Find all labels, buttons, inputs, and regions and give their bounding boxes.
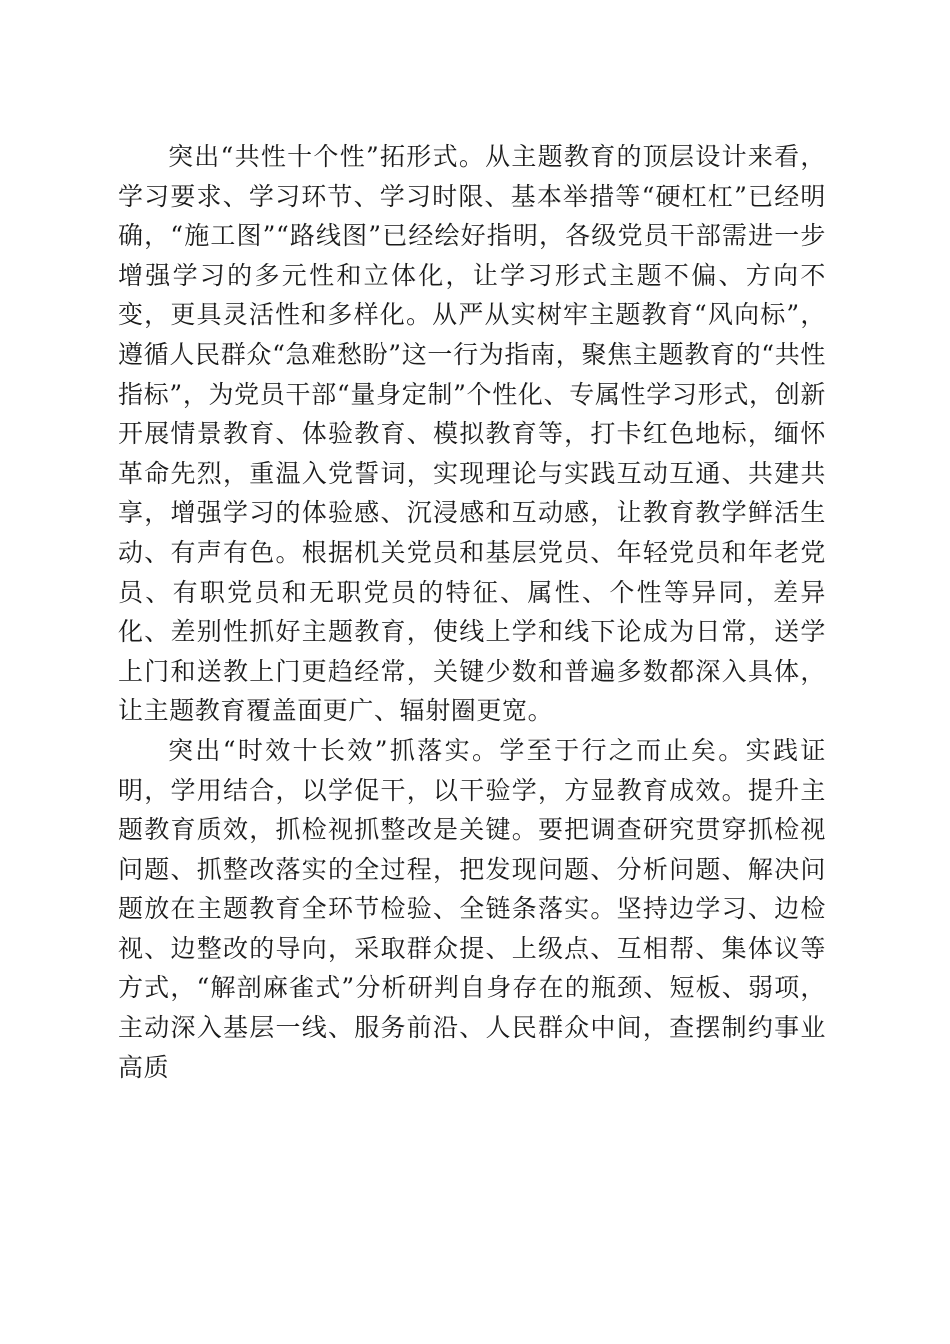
body-text bbox=[118, 137, 826, 1087]
paragraph-commonality-individuality: 突出“共性十个性”拓形式。从主题教育的顶层设计来看，学习要求、学习环节、学习时限、基本举措等“硬杠杠”已经明确，“施工图”“路线图”已经绘好指明，各级党员干部需进一步增强学习的多元性和立体化，让学习形式主题不偏、方向不变，更具灵活性和多样化。从严从实树牢主题教育“风向标”，遵循人民群众“急难愁盼”这一行为指南，聚焦主题教育的“共性指标”，为党员干部“量身定制”个性化、专属性学习形式，创新开展情景教育、体验教育、模拟教育等，打卡红色地标，缅怀革命先烈，重温入党誓词，实现理论与实践互动互通、共建共享，增强学习的体验感、沉浸感和互动感，让教育教学鲜活生动、有声有色。根据机关党员和基层党员、年轻党员和年老党员、有职党员和无职党员的特征、属性、个性等异同，差异化、差别性抓好主题教育，使线上学和线下论成为日常，送学上门和送教上门更趋经常，关键少数和普遍多数都深入具体，让主题教育覆盖面更广、辐射圈更宽。 bbox=[118, 142, 826, 726]
paragraph-timeliness-long-term: 突出“时效十长效”抓落实。学至于行之而止矣。实践证明，学用结合，以学促干，以干验学，方显教育成效。提升主题教育质效，抓检视抓整改是关键。要把调查研究贯穿抓检视问题、抓整改落实的全过程，把发现问题、分析问题、解决问题放在主题教育全环节检验、全链条落实。坚持边学习、边检视、边整改的导向，采取群众提、上级点、互相帮、集体议等方式，“解剖麻雀式”分析研判自身存在的瓶颈、短板、弱项，主动深入基层一线、服务前沿、人民群众中间，查摆制约事业高质 bbox=[118, 735, 826, 1082]
